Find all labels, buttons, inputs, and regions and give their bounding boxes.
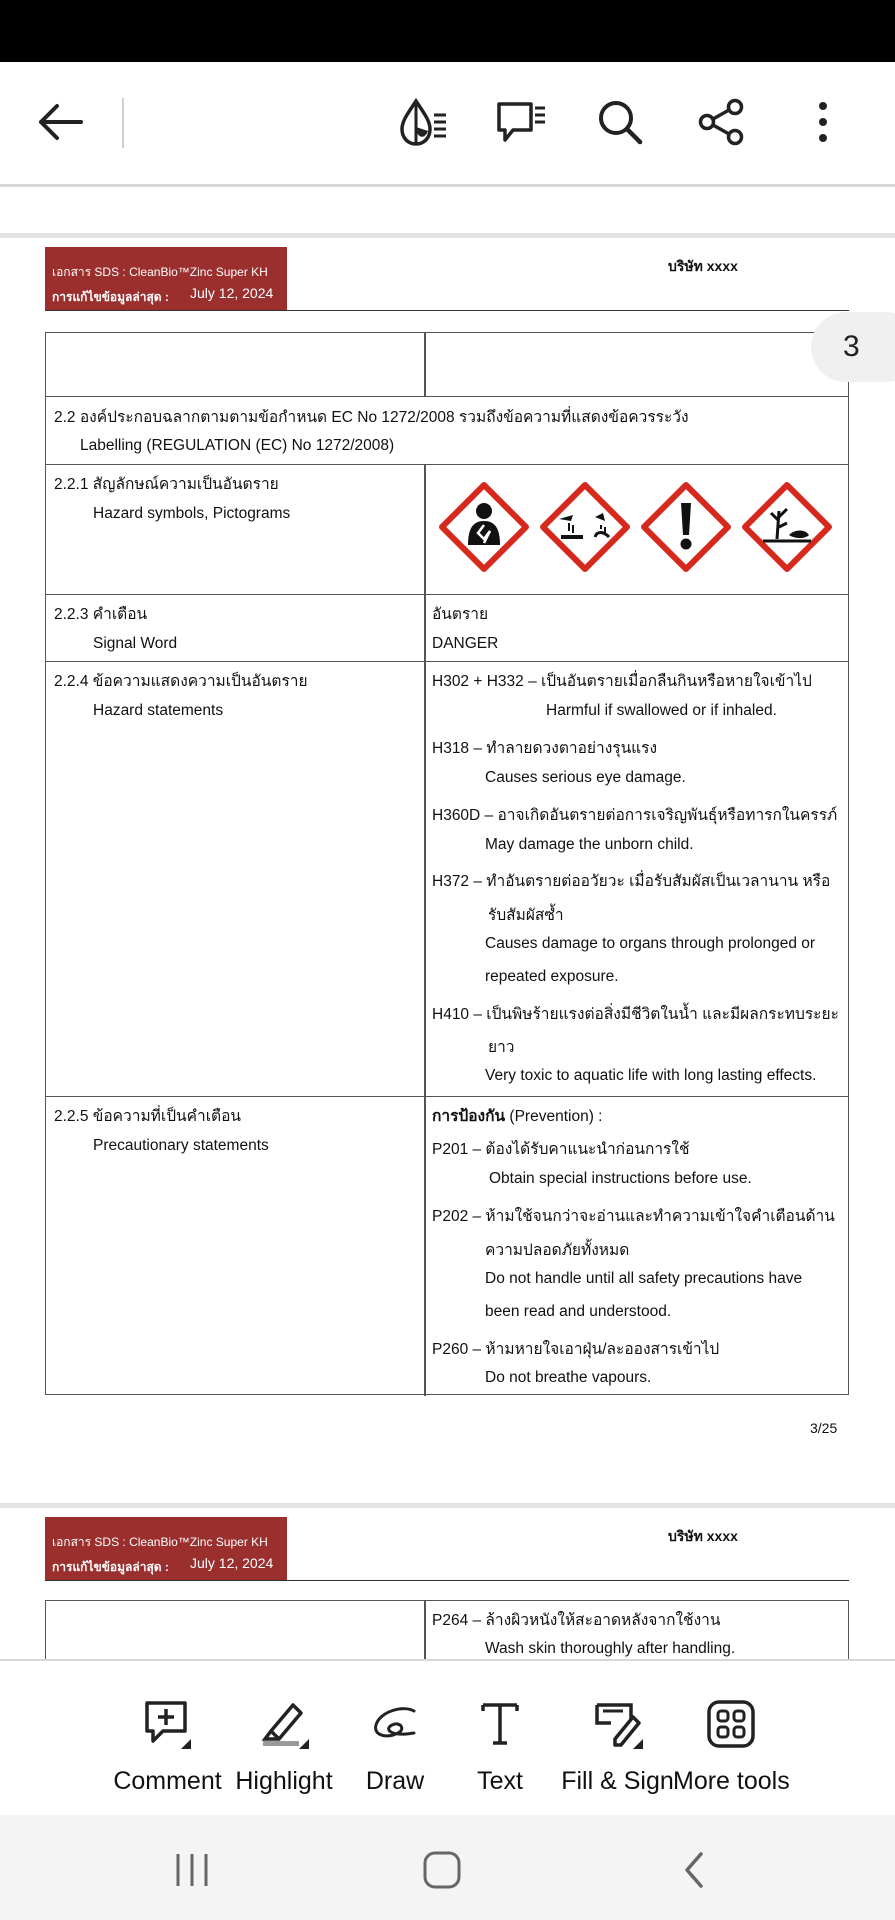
draw-icon <box>370 1699 420 1749</box>
page-indicator[interactable] <box>811 312 895 382</box>
hazard-line: H302 + H332 – เป็นอันตรายเมื่อกลืนกินหรือหายใจเข้าไป <box>432 673 812 690</box>
row-223-english: Signal Word <box>93 635 178 652</box>
doc-label: เอกสาร SDS : CleanBio™Zinc Super KH <box>52 265 268 279</box>
more-tools-label: More tools <box>673 1767 790 1795</box>
fill-sign-tool[interactable] <box>555 1661 680 1817</box>
row-221-english: Hazard symbols, Pictograms <box>93 505 291 522</box>
comment-tool-label: Comment <box>113 1767 222 1795</box>
document-header-box <box>45 247 287 311</box>
precaution-table-continued <box>45 1600 849 1659</box>
precaution-line: Do not handle until all safety precautions have <box>485 1270 803 1287</box>
row-223-thai: 2.2.3 คำเตือน <box>54 606 148 623</box>
precaution-line: been read and understood. <box>485 1303 672 1320</box>
table-row-2-2-4 <box>46 661 848 1096</box>
table-row <box>46 333 848 396</box>
precaution-line: Obtain special instructions before use. <box>489 1170 752 1187</box>
pdf-page-4 <box>0 1508 895 1659</box>
reading-mode-button[interactable] <box>390 90 454 154</box>
row-225-english: Precautionary statements <box>93 1137 269 1154</box>
hazard-line: H372 – ทำอันตรายต่ออวัยวะ เมื่อรับสัมผัสเป็นเวลานาน หรือ <box>432 873 831 890</box>
hazard-line: ยาว <box>488 1039 515 1056</box>
section-2-2-subtitle: Labelling (REGULATION (EC) No 1272/2008) <box>80 437 395 454</box>
hazard-line: H360D – อาจเกิดอันตรายต่อการเจริญพันธุ์หรือทารกในครรภ์ <box>432 807 838 824</box>
search-icon <box>596 98 644 146</box>
recent-apps-icon <box>172 1852 212 1888</box>
top-toolbar <box>0 62 895 187</box>
ghs-pictograms <box>438 481 843 576</box>
hazard-line: Harmful if swallowed or if inhaled. <box>546 702 777 719</box>
share-button[interactable] <box>690 90 754 154</box>
hazard-line: H318 – ทำลายดวงตาอย่างรุนแรง <box>432 740 658 757</box>
hazard-line: Causes damage to organs through prolonged or <box>485 935 816 952</box>
document-header-box <box>45 1517 287 1581</box>
home-button[interactable] <box>412 1845 472 1895</box>
status-bar <box>0 0 895 62</box>
more-options-button[interactable] <box>791 90 855 154</box>
recent-apps-button[interactable] <box>162 1845 222 1895</box>
hazard-line: รับสัมผัสซ้ำ <box>488 907 564 924</box>
row-225-thai: 2.2.5 ข้อความที่เป็นคำเตือน <box>54 1108 241 1125</box>
document-viewport[interactable] <box>0 187 895 1659</box>
precaution-line: P201 – ต้องได้รับคาแนะนำก่อนการใช้ <box>432 1141 690 1158</box>
revision-date: July 12, 2024 <box>190 1555 274 1571</box>
hazard-line: May damage the unborn child. <box>485 836 694 853</box>
section-2-2-title: 2.2 องค์ประกอบฉลากตามตามข้อกำหนด EC No 1272/2008 รวมถึงข้อความที่แสดงข้อควรระวัง <box>54 409 689 426</box>
prevention-heading-thai: การป้องกัน <box>432 1108 506 1125</box>
environment-pictogram <box>741 481 833 573</box>
text-tool[interactable] <box>450 1661 550 1817</box>
precaution-line: P264 – ล้างผิวหนังให้สะอาดหลังจากใช้งาน <box>432 1612 721 1629</box>
toolbar-divider <box>122 98 124 148</box>
page-indicator-number: 3 <box>843 330 860 363</box>
system-navigation-bar <box>0 1815 895 1920</box>
search-button[interactable] <box>588 90 652 154</box>
company-name: บริษัท xxxx <box>668 1528 738 1544</box>
hazard-line: Causes serious eye damage. <box>485 769 686 786</box>
prevention-heading-english: (Prevention) : <box>505 1108 603 1125</box>
header-rule <box>45 310 849 311</box>
pdf-page-3 <box>0 238 895 1538</box>
share-icon <box>697 98 747 146</box>
page-number: 3/25 <box>810 1420 838 1436</box>
signal-word-thai: อันตราย <box>432 606 489 623</box>
back-button[interactable] <box>28 90 92 154</box>
text-icon <box>475 1699 525 1749</box>
revision-date: July 12, 2024 <box>190 285 274 301</box>
text-tool-label: Text <box>477 1767 523 1795</box>
hazard-table <box>45 332 849 1395</box>
precaution-line: ความปลอดภัยทั้งหมด <box>485 1242 630 1259</box>
revision-label: การแก้ไขข้อมูลล่าสุด : <box>52 1560 169 1574</box>
table-row-2-2-5 <box>46 1096 848 1396</box>
fill-sign-icon <box>593 1699 643 1749</box>
arrow-left-icon <box>37 102 83 142</box>
draw-tool-label: Draw <box>365 1767 425 1795</box>
highlight-tool[interactable] <box>230 1661 338 1817</box>
more-vertical-icon <box>813 100 833 144</box>
more-tools-button[interactable] <box>673 1661 788 1817</box>
comments-list-icon <box>495 98 547 146</box>
bottom-tools-bar <box>0 1659 895 1817</box>
corrosion-pictogram <box>539 481 631 573</box>
exclamation-pictogram <box>640 481 732 573</box>
table-row-2-2-3 <box>46 594 848 661</box>
health-hazard-pictogram <box>438 481 530 573</box>
signal-word-english: DANGER <box>432 635 499 652</box>
table-row-2-2 <box>46 396 848 464</box>
precaution-line: P202 – ห้ามใช้จนกว่าจะอ่านและทำความเข้าใจคำเตือนด้าน <box>432 1208 835 1225</box>
precaution-line: Wash skin thoroughly after handling. <box>485 1640 736 1657</box>
prevention-heading <box>432 1103 602 1128</box>
table-row-2-2-1 <box>46 464 848 594</box>
system-back-button[interactable] <box>664 1845 724 1895</box>
home-icon <box>422 1850 462 1890</box>
comments-list-button[interactable] <box>489 90 553 154</box>
company-name: บริษัท xxxx <box>668 258 738 274</box>
draw-tool[interactable] <box>345 1661 445 1817</box>
column-divider <box>424 333 426 396</box>
row-221-thai: 2.2.1 สัญลักษณ์ความเป็นอันตราย <box>54 476 279 493</box>
column-divider <box>424 464 426 1396</box>
fill-sign-tool-label: Fill & Sign <box>561 1767 674 1795</box>
header-rule <box>45 1580 849 1581</box>
highlight-tool-label: Highlight <box>235 1767 333 1795</box>
column-divider <box>424 1601 426 1659</box>
hazard-line: repeated exposure. <box>485 968 619 985</box>
revision-label: การแก้ไขข้อมูลล่าสุด : <box>52 290 169 304</box>
reading-mode-icon <box>396 97 448 147</box>
grid-icon <box>706 1699 756 1749</box>
hazard-line: H410 – เป็นพิษร้ายแรงต่อสิ่งมีชีวิตในน้ำ และมีผลกระทบระยะ <box>432 1006 839 1023</box>
hazard-line: Very toxic to aquatic life with long lasting effects. <box>485 1067 817 1084</box>
row-224-thai: 2.2.4 ข้อความแสดงความเป็นอันตราย <box>54 673 308 690</box>
precaution-line: P260 – ห้ามหายใจเอาฝุ่น/ละอองสารเข้าไป <box>432 1341 720 1358</box>
doc-label: เอกสาร SDS : CleanBio™Zinc Super KH <box>52 1535 268 1549</box>
chevron-left-icon <box>679 1850 709 1890</box>
precaution-line: Do not breathe vapours. <box>485 1369 652 1386</box>
row-224-english: Hazard statements <box>93 702 224 719</box>
highlighter-icon <box>259 1699 309 1749</box>
comment-tool[interactable] <box>105 1661 230 1817</box>
comment-add-icon <box>143 1699 193 1749</box>
